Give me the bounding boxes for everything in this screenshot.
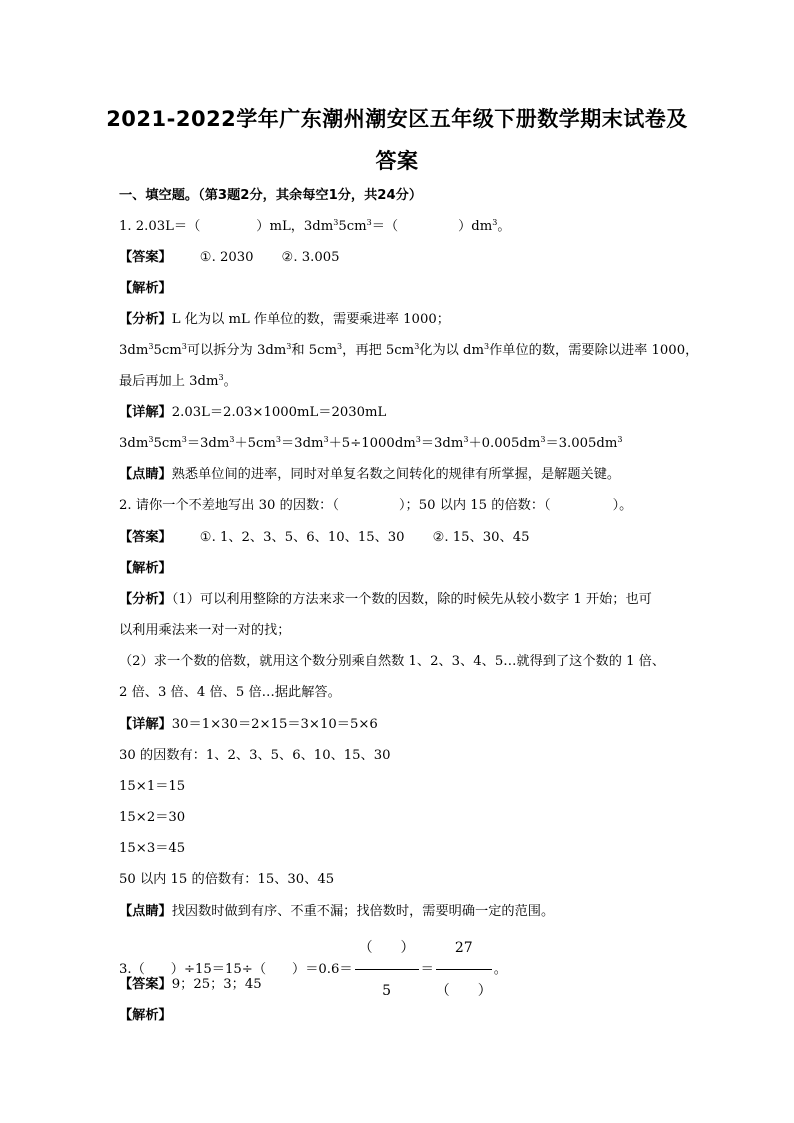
- fraction-1: $\frac{( )}{5}$: [355, 928, 419, 1011]
- xiangjie-2-line: 15×1＝15: [119, 779, 186, 794]
- xiangjie-2-line: 30 的因数有：1、2、3、5、6、10、15、30: [119, 748, 391, 763]
- xiangjie-1-line2: $3dm^35cm^3=3dm^3+5cm^3=3dm^3+5\div 1000dm^3=3dm^3+0.005dm^3=3.005dm^3$: [119, 435, 623, 451]
- dianjing-2: 【点睛】找因数时做到有序、不重不漏；找倍数时，需要明确一定的范围。: [119, 904, 555, 919]
- xiangjie-2: 【详解】30＝1×30＝2×15＝3×10＝5×6: [119, 717, 378, 732]
- answer-1: 【答案】 ①. 2030 ②. 3.005: [119, 250, 340, 265]
- fraction-2: $\frac{27}{( )}$: [436, 928, 492, 1011]
- document-title-line2: 答案: [375, 149, 419, 173]
- fenxi-2-line3: （2）求一个数的倍数，就用这个数分别乘自然数 1、2、3、4、5…就得到了这个数的 1 倍、: [119, 654, 666, 669]
- xiangjie-1: 【详解】2.03L＝2.03×1000mL＝2030mL: [119, 405, 387, 420]
- analysis-heading-3: 【解析】: [119, 1008, 172, 1023]
- fenxi-1: 【分析】L 化为以 mL 作单位的数，需要乘进率 1000；: [119, 312, 450, 327]
- fenxi-1-line3: 最后再加上 $3dm^3$。: [119, 373, 237, 389]
- xiangjie-2-line: 15×2＝30: [119, 810, 186, 825]
- analysis-heading-2: 【解析】: [119, 561, 172, 576]
- fenxi-2-line4: 2 倍、3 倍、4 倍、5 倍…据此解答。: [119, 685, 341, 700]
- question-3: 3.（ ）÷15＝15÷（ ）＝0.6＝ $\frac{( )}{5}$ ＝ $\frac{27}{( )}$ 。: [119, 928, 507, 1011]
- analysis-heading-1: 【解析】: [119, 281, 172, 296]
- answer-2: 【答案】 ①. 1、2、3、5、6、10、15、30 ②. 15、30、45: [119, 530, 530, 545]
- dianjing-1: 【点睛】熟悉单位间的进率，同时对单复名数之间转化的规律有所掌握，是解题关键。: [119, 467, 621, 482]
- document-title-line1: 2021-2022学年广东潮州潮安区五年级下册数学期末试卷及: [106, 107, 688, 131]
- xiangjie-2-line: 50 以内 15 的倍数有：15、30、45: [119, 872, 335, 887]
- xiangjie-2-line: 15×3＝45: [119, 841, 186, 856]
- fenxi-2: 【分析】（1）可以利用整除的方法来求一个数的因数，除的时候先从较小数字 1 开始；也可: [119, 592, 652, 607]
- question-1: 1. 2.03L＝（ ）mL，$3dm^35cm^3=$（ ）$dm^3$。: [119, 218, 511, 234]
- section-heading: 一、填空题。（第3题2分，其余每空1分，共24分）: [119, 188, 423, 203]
- question-2: 2. 请你一个不差地写出 30 的因数：（ ）；50 以内 15 的倍数：（ ）。: [119, 498, 633, 513]
- answer-3: 【答案】9；25；3；45: [119, 977, 262, 992]
- fenxi-1-line2: $3dm^35cm^3$可以拆分为 $3dm^3$和 $5cm^3$，再把 $5cm^3$化为以 $dm^3$作单位的数，需要除以进率 1000，: [119, 342, 699, 358]
- fenxi-2-line2: 以利用乘法来一对一对的找；: [119, 623, 291, 638]
